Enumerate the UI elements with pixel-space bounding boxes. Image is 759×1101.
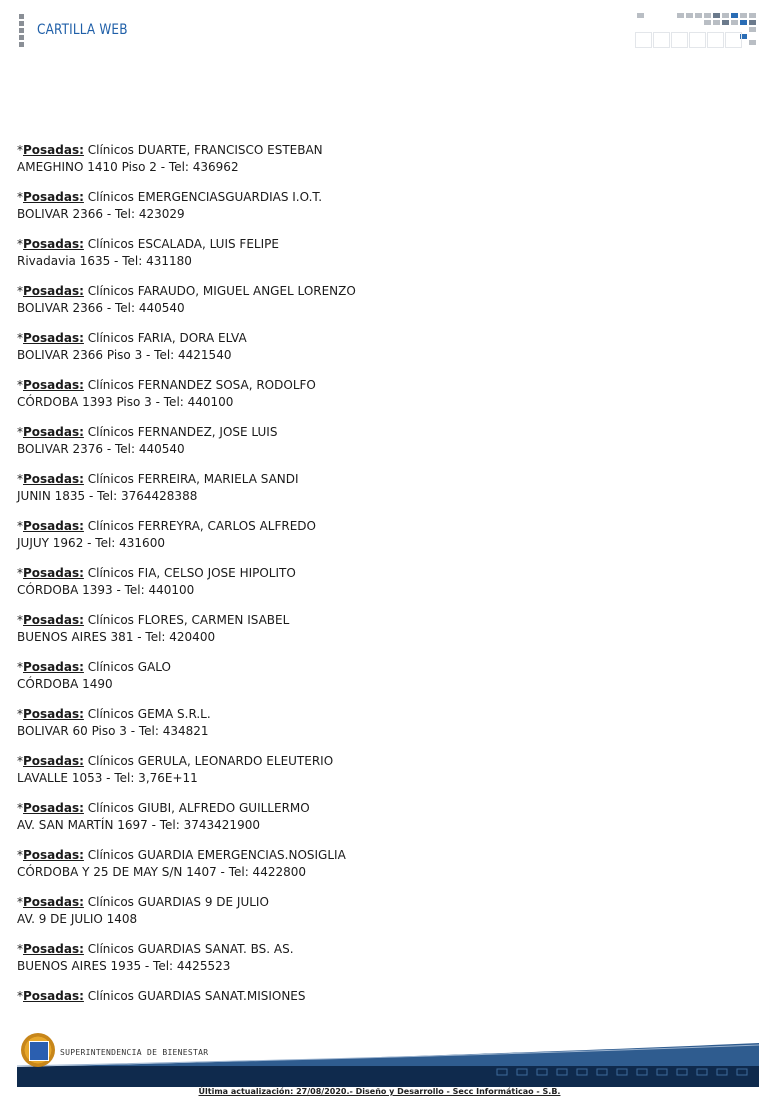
provider-entry [17, 847, 717, 894]
location-label: Posadas: [23, 707, 84, 721]
specialty: Clínicos [87, 707, 134, 721]
provider-entry [17, 800, 717, 847]
entry-bullet: * [17, 472, 23, 486]
entry-bullet: * [17, 942, 23, 956]
provider-heading [17, 471, 717, 488]
specialty: Clínicos [87, 848, 134, 862]
entry-bullet: * [17, 707, 23, 721]
provider-address: JUJUY 1962 - Tel: 431600 [17, 536, 165, 550]
provider-name: EMERGENCIASGUARDIAS I.O.T. [137, 190, 323, 204]
entry-bullet: * [17, 237, 23, 251]
provider-entry [17, 377, 717, 424]
organization-name: SUPERINTENDENCIA DE BIENESTAR [60, 1048, 209, 1057]
provider-address: BUENOS AIRES 381 - Tel: 420400 [17, 630, 216, 644]
specialty: Clínicos [87, 801, 134, 815]
provider-entry [17, 894, 717, 941]
specialty: Clínicos [87, 190, 134, 204]
provider-address: BOLIVAR 2366 - Tel: 423029 [17, 207, 185, 221]
provider-name: ESCALADA, LUIS FELIPE [137, 237, 279, 251]
provider-heading [17, 283, 717, 300]
provider-name: FIA, CELSO JOSE HIPOLITO [137, 566, 296, 580]
specialty: Clínicos [87, 989, 134, 1003]
provider-entry [17, 330, 717, 377]
specialty: Clínicos [87, 566, 134, 580]
header-decoration [634, 12, 759, 48]
location-label: Posadas: [23, 143, 84, 157]
entry-bullet: * [17, 895, 23, 909]
specialty: Clínicos [87, 754, 134, 768]
provider-entry [17, 753, 717, 800]
provider-address: BUENOS AIRES 1935 - Tel: 4425523 [17, 959, 231, 973]
entry-bullet: * [17, 566, 23, 580]
specialty: Clínicos [87, 143, 134, 157]
specialty: Clínicos [87, 425, 134, 439]
specialty: Clínicos [87, 378, 134, 392]
specialty: Clínicos [87, 331, 134, 345]
provider-address: LAVALLE 1053 - Tel: 3,76E+11 [17, 771, 198, 785]
provider-name: GUARDIAS 9 DE JULIO [137, 895, 269, 909]
provider-address: CÓRDOBA 1393 Piso 3 - Tel: 440100 [17, 395, 234, 409]
provider-entry [17, 565, 717, 612]
provider-address: BOLIVAR 2376 - Tel: 440540 [17, 442, 185, 456]
location-label: Posadas: [23, 754, 84, 768]
provider-address: BOLIVAR 2366 - Tel: 440540 [17, 301, 185, 315]
provider-entry [17, 941, 717, 988]
institution-seal-logo [21, 1033, 55, 1067]
entry-bullet: * [17, 378, 23, 392]
provider-name: FARIA, DORA ELVA [137, 331, 247, 345]
provider-name: GUARDIA EMERGENCIAS.NOSIGLIA [137, 848, 346, 862]
provider-heading [17, 988, 717, 1005]
location-label: Posadas: [23, 895, 84, 909]
provider-name: FERREYRA, CARLOS ALFREDO [137, 519, 316, 533]
provider-name: GEMA S.R.L. [137, 707, 211, 721]
page-title: CARTILLA WEB [37, 22, 128, 38]
provider-entry [17, 236, 717, 283]
entry-bullet: * [17, 848, 23, 862]
provider-entry [17, 142, 717, 189]
provider-heading [17, 142, 717, 159]
provider-heading [17, 753, 717, 770]
provider-entry [17, 612, 717, 659]
provider-heading [17, 424, 717, 441]
provider-name: GALO [137, 660, 171, 674]
location-label: Posadas: [23, 237, 84, 251]
provider-heading [17, 612, 717, 629]
provider-address: AV. 9 DE JULIO 1408 [17, 912, 138, 926]
provider-address: AMEGHINO 1410 Piso 2 - Tel: 436962 [17, 160, 239, 174]
provider-name: FERNANDEZ SOSA, RODOLFO [137, 378, 316, 392]
provider-entry [17, 659, 717, 706]
entry-bullet: * [17, 284, 23, 298]
provider-heading [17, 941, 717, 958]
entry-bullet: * [17, 660, 23, 674]
entry-bullet: * [17, 519, 23, 533]
provider-entry [17, 518, 717, 565]
entry-bullet: * [17, 425, 23, 439]
location-label: Posadas: [23, 519, 84, 533]
provider-entry [17, 706, 717, 753]
entry-bullet: * [17, 143, 23, 157]
provider-heading [17, 894, 717, 911]
location-label: Posadas: [23, 425, 84, 439]
specialty: Clínicos [87, 942, 134, 956]
provider-name: FERNANDEZ, JOSE LUIS [137, 425, 278, 439]
provider-entry [17, 471, 717, 518]
provider-address: JUNIN 1835 - Tel: 3764428388 [17, 489, 198, 503]
location-label: Posadas: [23, 660, 84, 674]
provider-name: DUARTE, FRANCISCO ESTEBAN [137, 143, 323, 157]
specialty: Clínicos [87, 284, 134, 298]
specialty: Clínicos [87, 895, 134, 909]
provider-name: FARAUDO, MIGUEL ANGEL LORENZO [137, 284, 356, 298]
provider-address: AV. SAN MARTÍN 1697 - Tel: 3743421900 [17, 818, 260, 832]
provider-address: CÓRDOBA 1490 [17, 677, 113, 691]
location-label: Posadas: [23, 801, 84, 815]
location-label: Posadas: [23, 472, 84, 486]
provider-heading [17, 236, 717, 253]
specialty: Clínicos [87, 660, 134, 674]
provider-name: GERULA, LEONARDO ELEUTERIO [137, 754, 334, 768]
entry-bullet: * [17, 613, 23, 627]
provider-name: FERREIRA, MARIELA SANDI [137, 472, 299, 486]
provider-heading [17, 800, 717, 817]
provider-heading [17, 706, 717, 723]
provider-name: GUARDIAS SANAT. BS. AS. [137, 942, 294, 956]
provider-heading [17, 518, 717, 535]
provider-entry [17, 424, 717, 471]
last-update-note: Última actualización: 27/08/2020.- Diseño y Desarrollo - Secc Informáticao - S.B. [198, 1087, 561, 1096]
provider-name: GIUBI, ALFREDO GUILLERMO [137, 801, 310, 815]
provider-heading [17, 565, 717, 582]
provider-heading [17, 659, 717, 676]
provider-heading [17, 847, 717, 864]
provider-address: BOLIVAR 60 Piso 3 - Tel: 434821 [17, 724, 209, 738]
provider-address: CÓRDOBA 1393 - Tel: 440100 [17, 583, 195, 597]
location-label: Posadas: [23, 613, 84, 627]
provider-list [17, 142, 717, 1035]
entry-bullet: * [17, 801, 23, 815]
location-label: Posadas: [23, 284, 84, 298]
location-label: Posadas: [23, 378, 84, 392]
provider-heading [17, 189, 717, 206]
specialty: Clínicos [87, 472, 134, 486]
provider-address: CÓRDOBA Y 25 DE MAY S/N 1407 - Tel: 4422800 [17, 865, 307, 879]
provider-heading [17, 377, 717, 394]
provider-entry [17, 189, 717, 236]
provider-address: Rivadavia 1635 - Tel: 431180 [17, 254, 192, 268]
entry-bullet: * [17, 989, 23, 1003]
entry-bullet: * [17, 190, 23, 204]
location-label: Posadas: [23, 190, 84, 204]
specialty: Clínicos [87, 613, 134, 627]
location-label: Posadas: [23, 848, 84, 862]
entry-bullet: * [17, 754, 23, 768]
provider-heading [17, 330, 717, 347]
provider-name: FLORES, CARMEN ISABEL [137, 613, 290, 627]
header-accent-bar [19, 14, 24, 46]
location-label: Posadas: [23, 942, 84, 956]
provider-address: BOLIVAR 2366 Piso 3 - Tel: 4421540 [17, 348, 232, 362]
location-label: Posadas: [23, 989, 84, 1003]
location-label: Posadas: [23, 566, 84, 580]
entry-bullet: * [17, 331, 23, 345]
provider-name: GUARDIAS SANAT.MISIONES [137, 989, 306, 1003]
specialty: Clínicos [87, 519, 134, 533]
provider-entry [17, 283, 717, 330]
location-label: Posadas: [23, 331, 84, 345]
specialty: Clínicos [87, 237, 134, 251]
